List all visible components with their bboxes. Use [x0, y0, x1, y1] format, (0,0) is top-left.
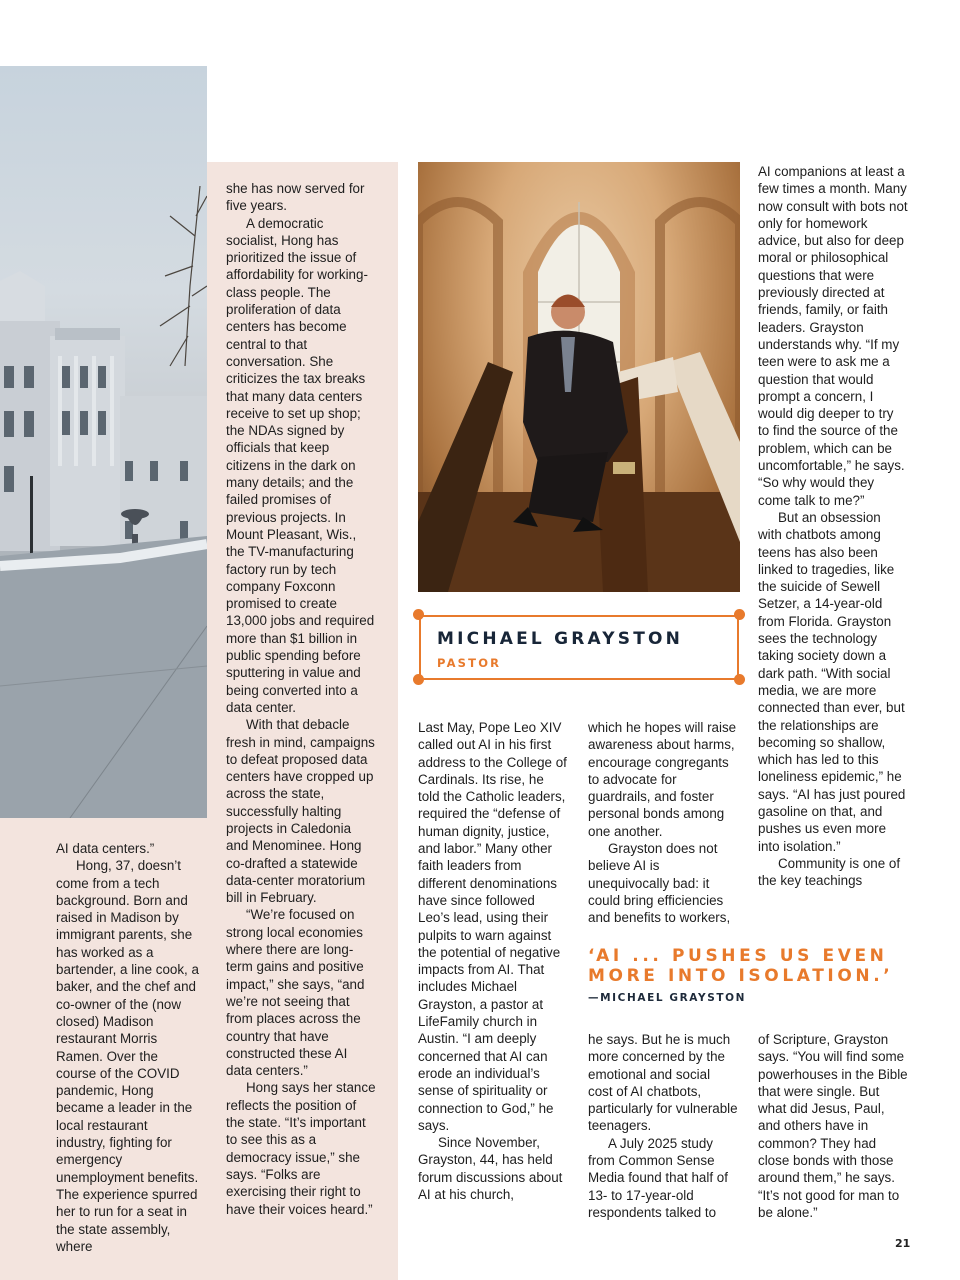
body-column-5-bottom [758, 1031, 908, 1221]
caption-corner-dot [734, 674, 745, 685]
caption-corner-dot [734, 609, 745, 620]
capitol-photo [0, 66, 207, 818]
paragraph: With that debacle fresh in mind, campaigns to defeat proposed data centers have cropped up across the state, successfully halting projects in Caledonia and Menominee. Hong co-drafted a statewide data-center moratorium bill in February. [226, 717, 375, 906]
paragraph: But an obsession with chatbots among teens has also been linked to tragedies, like the suicide of Sewell Setzer, a 14-year-old from Florida. Grayston sees the technology taking society down a dark path. “With social media, we are more connected than ever, but the relationships are becoming so shallow, which has led to this loneliness epidemic,” he says. “AI has just poured gasoline on that, and pushes us even more into isolation.” [758, 509, 906, 854]
photo-caption-box [419, 615, 739, 680]
caption-corner-dot [413, 674, 424, 685]
paragraph: A July 2025 study from Common Sense Media found that half of 13- to 17-year-old respondents talked to [588, 1135, 728, 1220]
paragraph: Community is one of the key teachings [758, 855, 901, 889]
paragraph: which he hopes will raise awareness about harms, encourage congregants to advocate for guardrails, and foster personal bonds among one another. [588, 720, 737, 839]
body-column-4-bottom [588, 1031, 738, 1221]
paragraph: Hong, 37, doesn’t come from a tech background. Born and raised in Madison by immigrant parents, she has worked as a bartender, a line cook, a baker, and the chef and co-owner of the (now closed) Madison restaurant Morris Ramen. Over the course of the COVID pandemic, Hong became a leader in the local restaurant industry, fighting for emergency unemployment benefits. The experience spurred her to run for a seat in the state assembly, where [56, 858, 199, 1254]
paragraph: Since November, Grayston, 44, has held forum discussions about AI at his church, [418, 1135, 563, 1203]
capitol-illustration [0, 66, 207, 818]
body-column-1 [56, 840, 199, 1255]
pull-quote: ‘AI ... PUSHES US EVEN MORE INTO ISOLATION.’ [588, 946, 894, 986]
caption-name: MICHAEL GRAYSTON [437, 629, 684, 649]
paragraph: Hong says her stance reflects the position of the state. “It’s important to see this as a democracy issue,” she says. “Folks are exercising their right to have their voices heard.” [226, 1080, 376, 1217]
paragraph: A democratic socialist, Hong has prioritized the issue of affordability for working-class people. The proliferation of data centers has become central to that conversation. She criticizes the tax breaks that many data centers receive to set up shop; the NDAs signed by officials that keep citizens in the dark on many details; and the failed promises of previous projects. In Mount Pleasant, Wis., the TV-manufacturing factory run by tech company Foxconn promised to create 13,000 jobs and required more than $1 billion in public spending before sputtering in value and being converted into a data center. [226, 215, 375, 715]
body-column-2 [226, 180, 377, 1218]
body-column-3 [418, 719, 568, 1203]
paragraph: “We’re focused on strong local economies where there are long-term gains and positive impact,” she says, “and we’re not seeing that from places across the country that have constructed these AI data centers.” [226, 907, 365, 1079]
pastor-illustration [418, 162, 740, 592]
body-column-4-top [588, 719, 738, 927]
pull-quote-attribution: —MICHAEL GRAYSTON [588, 992, 747, 1004]
paragraph: Last May, Pope Leo XIV called out AI in his first address to the College of Cardinals. Its rise, he told the Catholic leaders, required the “defense of human dignity, justice, and labor.” Many other faith leaders from different denominations have since followed Leo’s lead, using their pulpits to warn against the potential of negative impacts from AI. That includes Michael Grayston, a pastor at LifeFamily church in Austin. “I am deeply concerned that AI can erode an individual’s sense of spirituality or connection to God,” he says. [418, 720, 567, 1133]
caption-corner-dot [413, 609, 424, 620]
caption-role: PASTOR [437, 656, 502, 670]
paragraph: AI companions at least a few times a month. Many now consult with bots not only for homework advice, but also for deep moral or philosophical questions that were previously directed at friends, family, or faith leaders. Grayston understands why. “If my teen were to ask me a question that would prompt a concern, I would dig deeper to try to find the source of the problem, which can be uncomfortable,” he says. “So why would they come talk to me?” [758, 164, 908, 508]
paragraph: AI data centers.” [56, 841, 155, 856]
pastor-photo [418, 162, 740, 592]
paragraph: Grayston does not believe AI is unequivocally bad: it could bring efficiencies and benefits to workers, [588, 841, 731, 926]
paragraph: she has now served for five years. [226, 181, 365, 214]
page-number: 21 [895, 1237, 911, 1250]
paragraph: of Scripture, Grayston says. “You will find some powerhouses in the Bible that were single. But what did Jesus, Paul, and others have in common? They had close bonds with those around them,” he says. “It’s not good for man to be alone.” [758, 1032, 908, 1220]
body-column-5-top [758, 163, 908, 889]
paragraph: he says. But he is much more concerned by the emotional and social cost of AI chatbots, particularly for vulnerable teenagers. [588, 1032, 738, 1134]
